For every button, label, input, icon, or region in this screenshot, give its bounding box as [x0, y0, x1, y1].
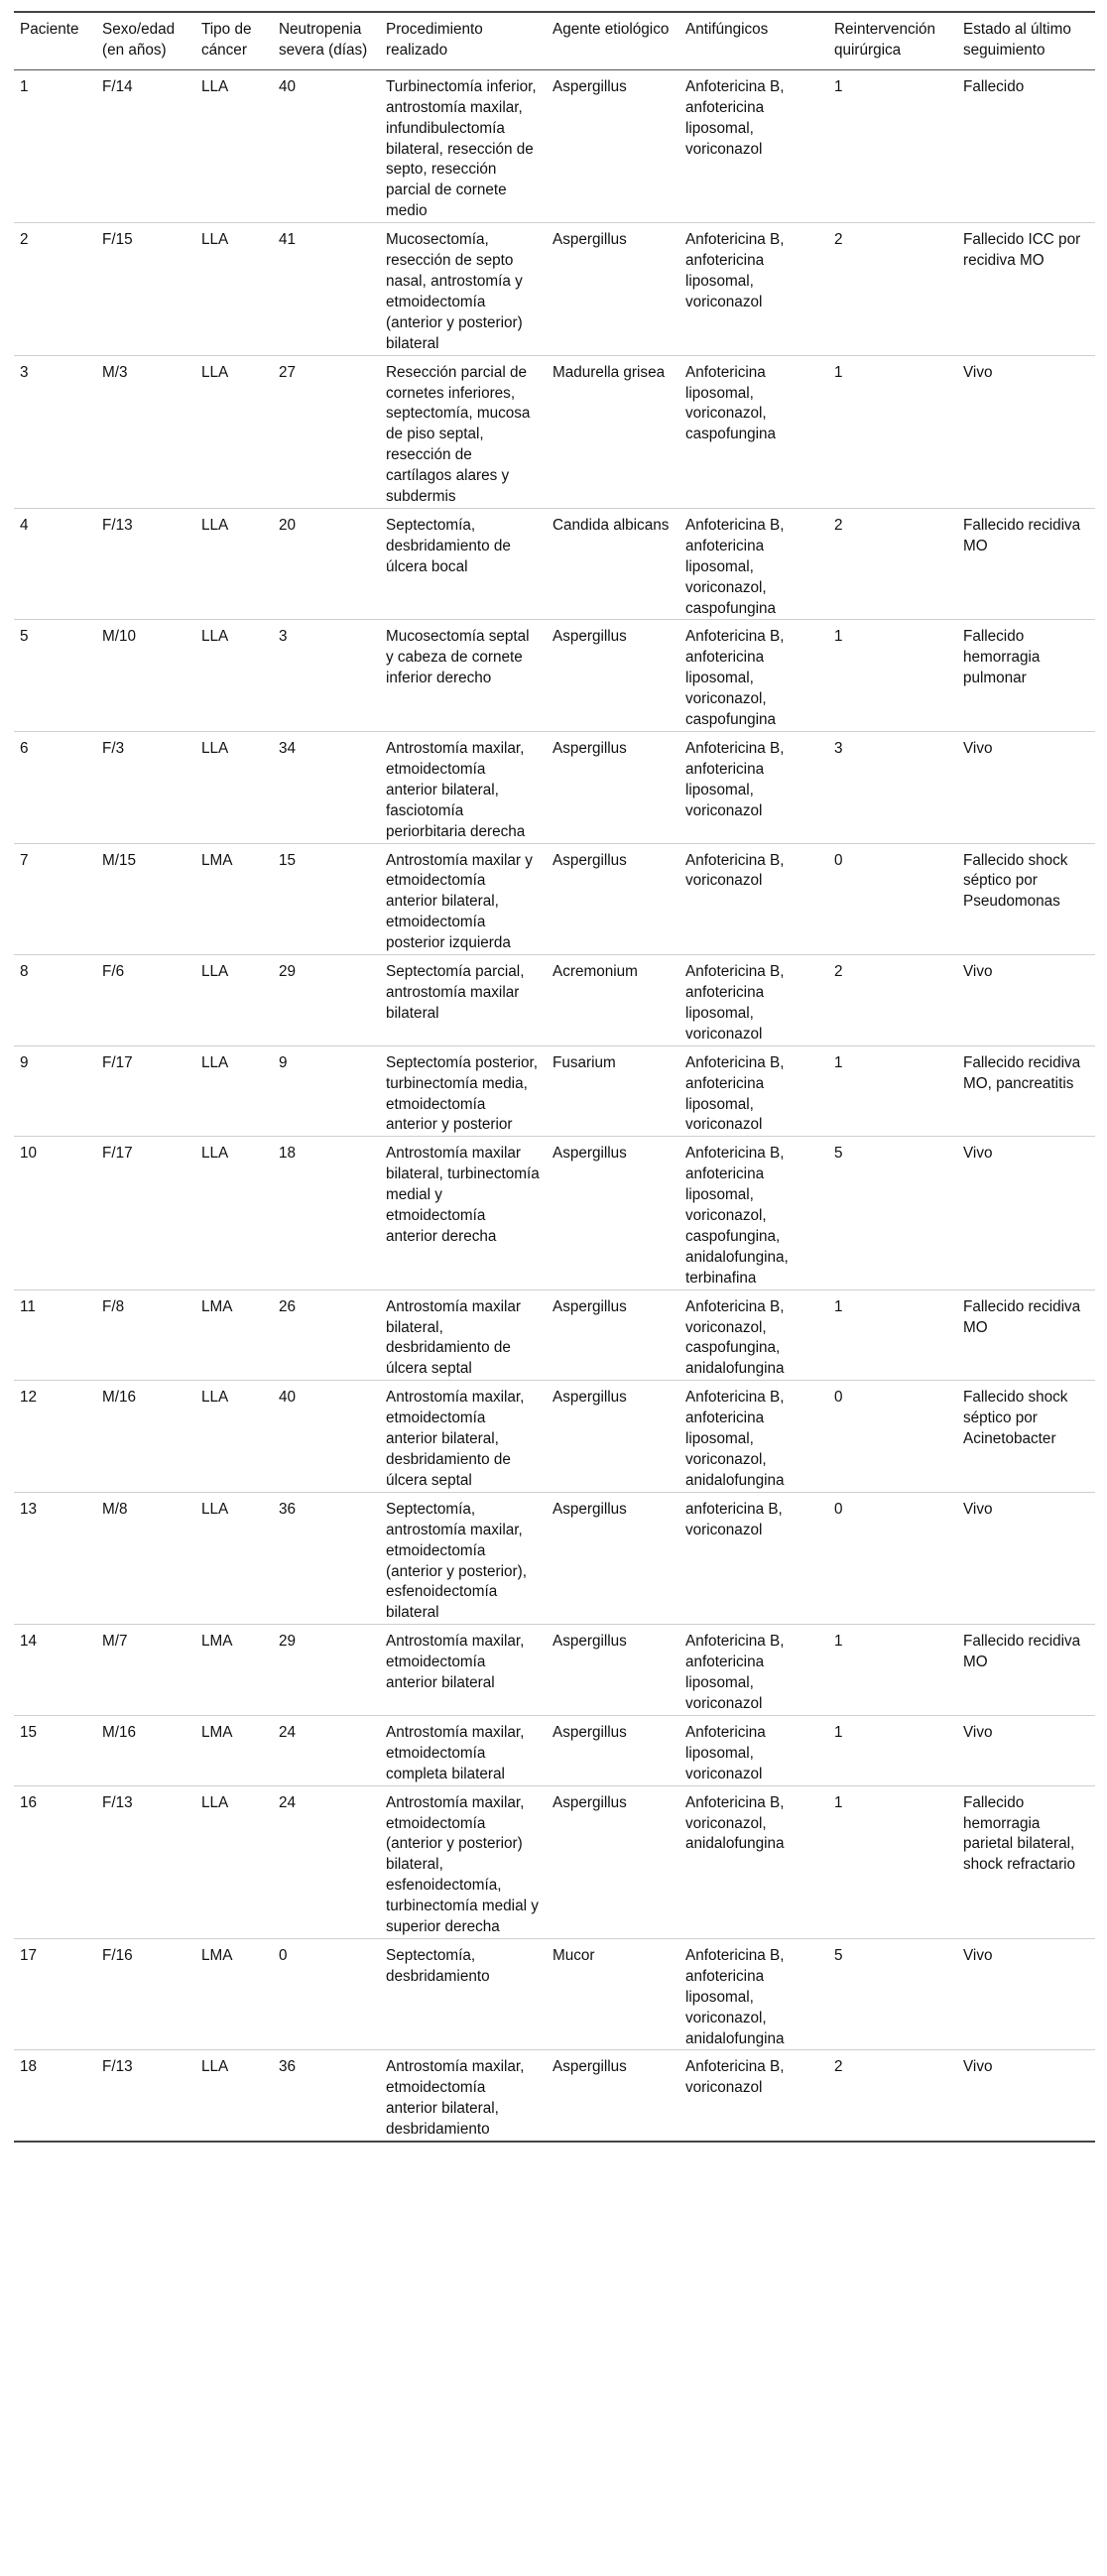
- cell-estado: Vivo: [963, 740, 993, 757]
- cell-estado: Fallecido: [963, 77, 1025, 95]
- header-paciente: Paciente: [20, 21, 79, 38]
- cell-agente: Aspergillus: [553, 851, 627, 869]
- cell-antifungicos: Anfotericina B, anfotericina liposomal, voriconazol, anidalofungina: [685, 1946, 785, 2047]
- cell-procedimiento: Septectomía posterior, turbinectomía media, etmoidectomía anterior y posterior: [386, 1053, 539, 1134]
- cell-reintervencion: 5: [834, 1946, 843, 1964]
- cell-tipo-cancer: LMA: [201, 1633, 233, 1651]
- cell-tipo-cancer: LLA: [201, 963, 229, 981]
- cell-procedimiento: Antrostomía maxilar, etmoidectomía completa bilateral: [386, 1723, 525, 1782]
- table-row: [14, 69, 1095, 222]
- cell-tipo-cancer: LMA: [201, 1946, 233, 1964]
- cell-reintervencion: 2: [834, 231, 843, 249]
- cell-reintervencion: 1: [834, 1793, 843, 1811]
- cell-antifungicos: Anfotericina B, anfotericina liposomal, voriconazol: [685, 1633, 785, 1712]
- cell-sexo-edad: F/6: [102, 963, 125, 981]
- cell-paciente: 10: [20, 1145, 38, 1163]
- cell-agente: Aspergillus: [553, 1633, 627, 1651]
- cell-estado: Fallecido recidiva MO: [963, 1633, 1081, 1671]
- cell-paciente: 12: [20, 1389, 38, 1407]
- cell-neutropenia: 18: [279, 1145, 297, 1163]
- cell-antifungicos: Anfotericina liposomal, voriconazol: [685, 1723, 766, 1782]
- cell-estado: Fallecido hemorragia parietal bilateral, shock refractario: [963, 1793, 1076, 1874]
- cell-procedimiento: Antrostomía maxilar bilateral, desbridamiento de úlcera septal: [386, 1297, 522, 1378]
- table-row: [14, 1938, 1095, 2050]
- cell-estado: Vivo: [963, 963, 993, 981]
- cell-tipo-cancer: LLA: [201, 516, 229, 534]
- cell-procedimiento: Antrostomía maxilar, etmoidectomía (anterior y posterior) bilateral, esfenoidectomía, turbinectomía medial y superior derecha: [386, 1793, 539, 1936]
- cell-paciente: 9: [20, 1053, 29, 1071]
- cell-procedimiento: Antrostomía maxilar, etmoidectomía anterior bilateral, desbridamiento: [386, 2058, 525, 2139]
- cell-sexo-edad: M/8: [102, 1500, 128, 1518]
- cell-agente: Aspergillus: [553, 2058, 627, 2076]
- cell-tipo-cancer: LMA: [201, 851, 233, 869]
- cell-reintervencion: 1: [834, 628, 843, 646]
- cell-tipo-cancer: LLA: [201, 1500, 229, 1518]
- table-row: [14, 2050, 1095, 2142]
- cell-reintervencion: 2: [834, 516, 843, 534]
- cell-tipo-cancer: LLA: [201, 77, 229, 95]
- cell-reintervencion: 1: [834, 1723, 843, 1741]
- cell-neutropenia: 34: [279, 740, 297, 757]
- cell-antifungicos: Anfotericina B, voriconazol, caspofungina, anidalofungina: [685, 1297, 785, 1378]
- cell-estado: Vivo: [963, 2058, 993, 2076]
- cell-antifungicos: Anfotericina liposomal, voriconazol, caspofungina: [685, 363, 777, 443]
- cell-estado: Vivo: [963, 1946, 993, 1964]
- cell-sexo-edad: M/16: [102, 1389, 137, 1407]
- cell-procedimiento: Turbinectomía inferior, antrostomía maxilar, infundibulectomía bilateral, resección de septo, resección parcial de cornete medio: [386, 77, 537, 220]
- cell-reintervencion: 0: [834, 1500, 843, 1518]
- cell-agente: Aspergillus: [553, 231, 627, 249]
- cell-neutropenia: 40: [279, 1389, 297, 1407]
- table-row: [14, 1715, 1095, 1785]
- cell-neutropenia: 41: [279, 231, 297, 249]
- cell-estado: Fallecido ICC por recidiva MO: [963, 231, 1081, 270]
- cell-sexo-edad: F/15: [102, 231, 133, 249]
- cell-sexo-edad: F/14: [102, 77, 133, 95]
- cell-reintervencion: 1: [834, 77, 843, 95]
- cell-tipo-cancer: LLA: [201, 740, 229, 757]
- cell-reintervencion: 3: [834, 740, 843, 757]
- table-body: [14, 69, 1095, 2142]
- cell-paciente: 8: [20, 963, 29, 981]
- cell-procedimiento: Resección parcial de cornetes inferiores, septectomía, mucosa de piso septal, resección de cartílagos alares y subdermis: [386, 363, 531, 506]
- cell-tipo-cancer: LLA: [201, 1053, 229, 1071]
- cell-reintervencion: 1: [834, 1297, 843, 1315]
- header-procedimiento: Procedimiento realizado: [386, 21, 483, 59]
- cell-tipo-cancer: LLA: [201, 1389, 229, 1407]
- cell-antifungicos: Anfotericina B, voriconazol: [685, 851, 785, 890]
- cell-antifungicos: Anfotericina B, anfotericina liposomal, voriconazol, caspofungina: [685, 516, 785, 617]
- header-row: [14, 12, 1095, 69]
- cell-paciente: 1: [20, 77, 29, 95]
- cell-reintervencion: 5: [834, 1145, 843, 1163]
- cell-antifungicos: Anfotericina B, anfotericina liposomal, voriconazol, caspofungina, anidalofungina, terbinafina: [685, 1145, 789, 1287]
- cell-antifungicos: Anfotericina B, anfotericina liposomal, voriconazol, anidalofungina: [685, 1389, 785, 1489]
- cell-paciente: 13: [20, 1500, 38, 1518]
- cell-neutropenia: 36: [279, 2058, 297, 2076]
- cell-sexo-edad: F/13: [102, 516, 133, 534]
- cell-paciente: 6: [20, 740, 29, 757]
- cell-estado: Fallecido shock séptico por Acinetobacter: [963, 1389, 1068, 1448]
- cell-tipo-cancer: LMA: [201, 1723, 233, 1741]
- cell-procedimiento: Septectomía, antrostomía maxilar, etmoidectomía (anterior y posterior), esfenoidectomía bilateral: [386, 1500, 527, 1622]
- cell-agente: Candida albicans: [553, 516, 670, 534]
- header-neutropenia: Neutropenia severa (días): [279, 21, 368, 59]
- cell-procedimiento: Antrostomía maxilar, etmoidectomía anterior bilateral: [386, 1633, 525, 1692]
- cell-agente: Mucor: [553, 1946, 595, 1964]
- cell-procedimiento: Mucosectomía septal y cabeza de cornete inferior derecho: [386, 628, 530, 687]
- table-row: [14, 1492, 1095, 1624]
- cell-reintervencion: 1: [834, 1053, 843, 1071]
- cell-agente: Aspergillus: [553, 1389, 627, 1407]
- cell-sexo-edad: M/3: [102, 363, 128, 381]
- cell-paciente: 5: [20, 628, 29, 646]
- table-row: [14, 1381, 1095, 1493]
- cell-antifungicos: anfotericina B, voriconazol: [685, 1500, 783, 1538]
- cell-paciente: 15: [20, 1723, 38, 1741]
- cell-estado: Fallecido recidiva MO, pancreatitis: [963, 1053, 1081, 1092]
- table-row: [14, 355, 1095, 508]
- cell-paciente: 7: [20, 851, 29, 869]
- table-row: [14, 955, 1095, 1046]
- cell-procedimiento: Mucosectomía, resección de septo nasal, antrostomía y etmoidectomía (anterior y posterior) bilateral: [386, 231, 523, 352]
- cell-agente: Acremonium: [553, 963, 638, 981]
- cell-reintervencion: 0: [834, 851, 843, 869]
- cell-agente: Fusarium: [553, 1053, 616, 1071]
- cell-neutropenia: 0: [279, 1946, 288, 1964]
- cell-antifungicos: Anfotericina B, anfotericina liposomal, voriconazol, caspofungina: [685, 628, 785, 729]
- cell-antifungicos: Anfotericina B, voriconazol: [685, 2058, 785, 2097]
- cell-tipo-cancer: LMA: [201, 1297, 233, 1315]
- cell-neutropenia: 20: [279, 516, 297, 534]
- cell-procedimiento: Antrostomía maxilar, etmoidectomía anterior bilateral, fasciotomía periorbitaria derecha: [386, 740, 526, 840]
- cell-paciente: 14: [20, 1633, 38, 1651]
- header-antifungicos: Antifúngicos: [685, 21, 769, 38]
- patients-table-container: [14, 11, 1095, 2143]
- cell-sexo-edad: F/17: [102, 1053, 133, 1071]
- cell-reintervencion: 1: [834, 363, 843, 381]
- cell-agente: Aspergillus: [553, 77, 627, 95]
- cell-reintervencion: 2: [834, 963, 843, 981]
- cell-neutropenia: 40: [279, 77, 297, 95]
- cell-tipo-cancer: LLA: [201, 1145, 229, 1163]
- cell-neutropenia: 24: [279, 1793, 297, 1811]
- header-estado: Estado al último seguimiento: [963, 21, 1071, 59]
- cell-paciente: 18: [20, 2058, 38, 2076]
- cell-paciente: 4: [20, 516, 29, 534]
- table-row: [14, 1785, 1095, 1938]
- cell-neutropenia: 27: [279, 363, 297, 381]
- cell-procedimiento: Septectomía, desbridamiento de úlcera bocal: [386, 516, 511, 575]
- cell-agente: Aspergillus: [553, 1145, 627, 1163]
- cell-neutropenia: 9: [279, 1053, 288, 1071]
- cell-antifungicos: Anfotericina B, anfotericina liposomal, voriconazol: [685, 77, 785, 158]
- cell-agente: Aspergillus: [553, 740, 627, 757]
- cell-sexo-edad: F/3: [102, 740, 125, 757]
- cell-antifungicos: Anfotericina B, anfotericina liposomal, voriconazol: [685, 1053, 785, 1134]
- header-reintervencion: Reintervención quirúrgica: [834, 21, 936, 59]
- table-row: [14, 1625, 1095, 1716]
- header-sexo-edad: Sexo/edad (en años): [102, 21, 176, 59]
- cell-tipo-cancer: LLA: [201, 231, 229, 249]
- cell-tipo-cancer: LLA: [201, 363, 229, 381]
- cell-paciente: 16: [20, 1793, 38, 1811]
- cell-estado: Fallecido hemorragia pulmonar: [963, 628, 1041, 687]
- cell-reintervencion: 1: [834, 1633, 843, 1651]
- cell-agente: Aspergillus: [553, 1297, 627, 1315]
- cell-sexo-edad: F/16: [102, 1946, 133, 1964]
- cell-neutropenia: 29: [279, 1633, 297, 1651]
- cell-neutropenia: 15: [279, 851, 297, 869]
- table-row: [14, 843, 1095, 955]
- cell-sexo-edad: M/15: [102, 851, 137, 869]
- cell-paciente: 3: [20, 363, 29, 381]
- cell-sexo-edad: M/16: [102, 1723, 137, 1741]
- table-row: [14, 223, 1095, 355]
- cell-estado: Fallecido recidiva MO: [963, 516, 1081, 554]
- cell-agente: Aspergillus: [553, 1500, 627, 1518]
- cell-sexo-edad: F/17: [102, 1145, 133, 1163]
- patients-table: [14, 11, 1095, 2143]
- cell-reintervencion: 2: [834, 2058, 843, 2076]
- cell-tipo-cancer: LLA: [201, 628, 229, 646]
- cell-neutropenia: 36: [279, 1500, 297, 1518]
- table-row: [14, 1137, 1095, 1289]
- cell-paciente: 17: [20, 1946, 38, 1964]
- cell-estado: Vivo: [963, 363, 993, 381]
- header-tipo-cancer: Tipo de cáncer: [201, 21, 252, 59]
- cell-neutropenia: 26: [279, 1297, 297, 1315]
- table-row: [14, 508, 1095, 620]
- cell-estado: Fallecido shock séptico por Pseudomonas: [963, 851, 1068, 911]
- cell-agente: Aspergillus: [553, 1723, 627, 1741]
- cell-tipo-cancer: LLA: [201, 1793, 229, 1811]
- cell-neutropenia: 3: [279, 628, 288, 646]
- cell-tipo-cancer: LLA: [201, 2058, 229, 2076]
- cell-sexo-edad: F/13: [102, 1793, 133, 1811]
- table-row: [14, 732, 1095, 844]
- cell-procedimiento: Septectomía, desbridamiento: [386, 1946, 490, 1985]
- cell-estado: Vivo: [963, 1145, 993, 1163]
- cell-agente: Aspergillus: [553, 1793, 627, 1811]
- cell-estado: Vivo: [963, 1723, 993, 1741]
- cell-procedimiento: Septectomía parcial, antrostomía maxilar bilateral: [386, 963, 525, 1022]
- cell-paciente: 11: [20, 1297, 36, 1315]
- cell-reintervencion: 0: [834, 1389, 843, 1407]
- cell-paciente: 2: [20, 231, 29, 249]
- table-header: [14, 12, 1095, 69]
- cell-antifungicos: Anfotericina B, anfotericina liposomal, voriconazol: [685, 740, 785, 819]
- cell-sexo-edad: M/7: [102, 1633, 128, 1651]
- cell-antifungicos: Anfotericina B, voriconazol, anidalofungina: [685, 1793, 785, 1853]
- cell-procedimiento: Antrostomía maxilar y etmoidectomía anterior bilateral, etmoidectomía posterior izquierda: [386, 851, 533, 952]
- cell-procedimiento: Antrostomía maxilar, etmoidectomía anterior bilateral, desbridamiento de úlcera septal: [386, 1389, 525, 1489]
- table-row: [14, 1045, 1095, 1137]
- table-row: [14, 620, 1095, 732]
- table-row: [14, 1289, 1095, 1381]
- cell-procedimiento: Antrostomía maxilar bilateral, turbinectomía medial y etmoidectomía anterior derecha: [386, 1145, 540, 1245]
- cell-estado: Vivo: [963, 1500, 993, 1518]
- cell-agente: Madurella grisea: [553, 363, 666, 381]
- cell-estado: Fallecido recidiva MO: [963, 1297, 1081, 1336]
- cell-neutropenia: 24: [279, 1723, 297, 1741]
- cell-sexo-edad: M/10: [102, 628, 137, 646]
- header-agente: Agente etiológico: [553, 21, 670, 38]
- cell-agente: Aspergillus: [553, 628, 627, 646]
- cell-antifungicos: Anfotericina B, anfotericina liposomal, voriconazol: [685, 963, 785, 1043]
- cell-neutropenia: 29: [279, 963, 297, 981]
- cell-antifungicos: Anfotericina B, anfotericina liposomal, voriconazol: [685, 231, 785, 310]
- cell-sexo-edad: F/8: [102, 1297, 125, 1315]
- cell-sexo-edad: F/13: [102, 2058, 133, 2076]
